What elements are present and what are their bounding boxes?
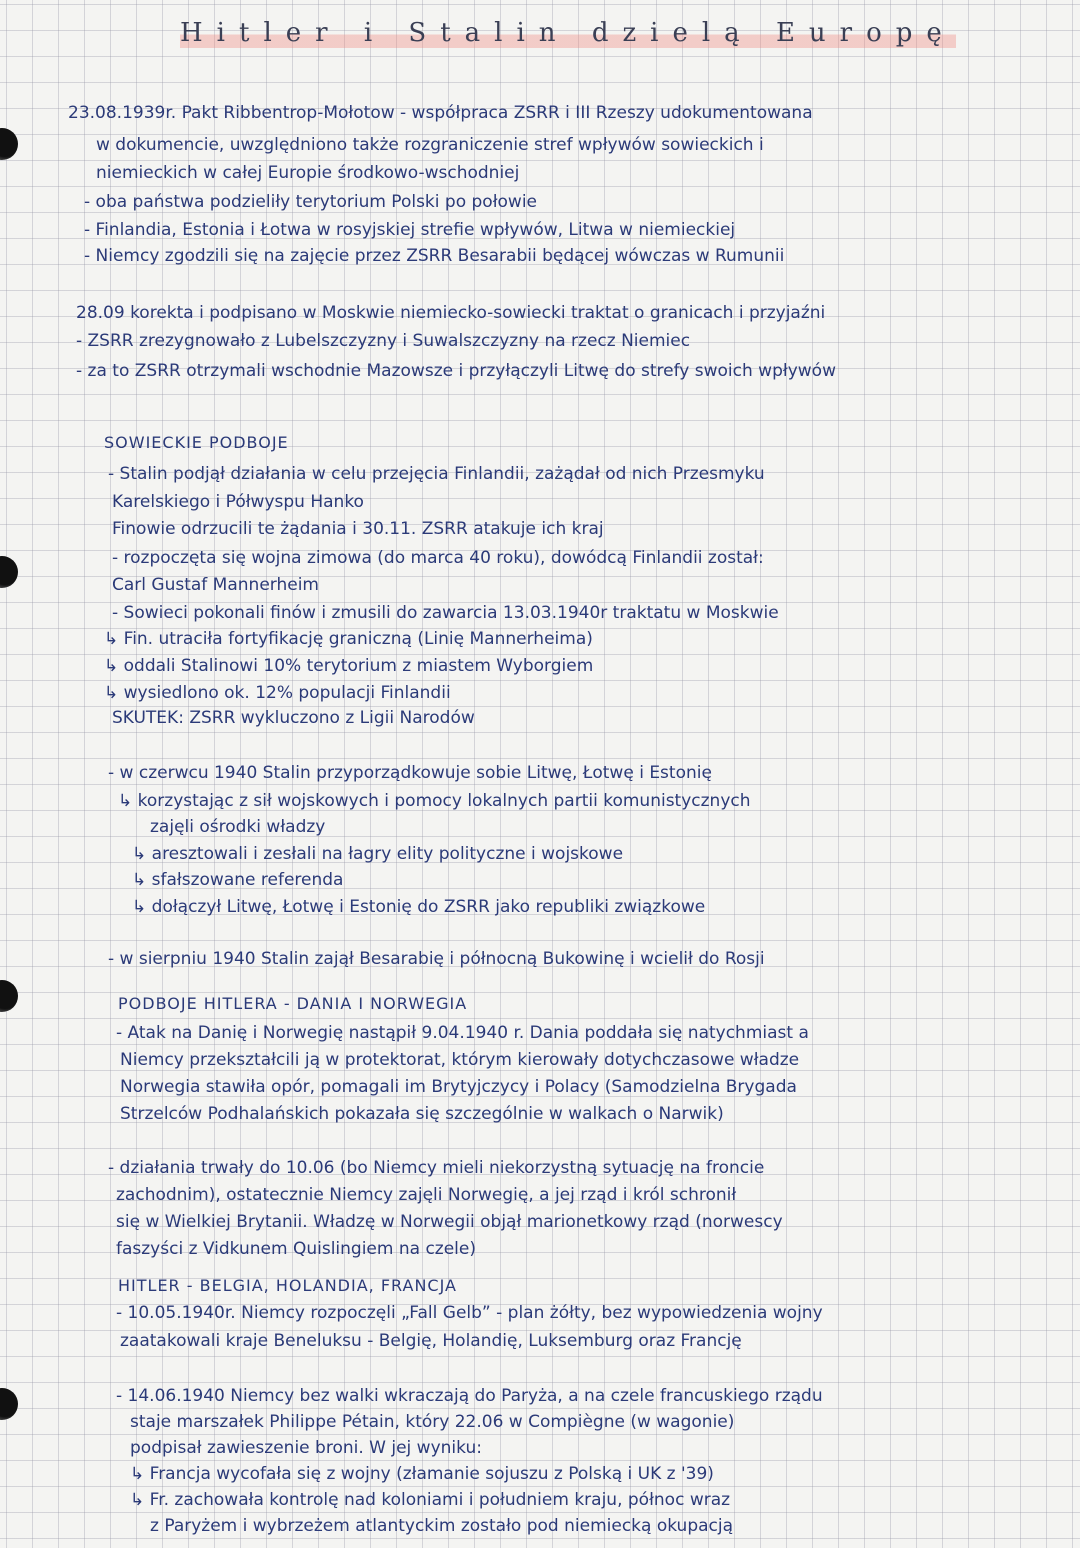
note-line: ↳ korzystając z sił wojskowych i pomocy lokalnych partii komunistycznych [118, 791, 751, 811]
note-line: SKUTEK: ZSRR wykluczono z Ligii Narodów [112, 708, 475, 728]
note-line: zaatakowali kraje Beneluksu - Belgię, Holandię, Luksemburg oraz Francję [120, 1331, 742, 1351]
note-line: - rozpoczęta się wojna zimowa (do marca 40 roku), dowódcą Finlandii został: [112, 548, 764, 568]
note-line: w dokumencie, uwzględniono także rozgraniczenie stref wpływów sowieckich i [96, 135, 764, 155]
note-line: się w Wielkiej Brytanii. Władzę w Norwegii objął marionetkowy rząd (norwescy [116, 1212, 783, 1232]
page-title [180, 18, 980, 58]
note-line: 28.09 korekta i podpisano w Moskwie niemiecko-sowiecki traktat o granicach i przyjaźni [76, 303, 826, 323]
note-line: - 10.05.1940r. Niemcy rozpoczęli „Fall Gelb” - plan żółty, bez wypowiedzenia wojny [116, 1303, 823, 1323]
binder-hole [0, 1388, 18, 1420]
note-line: 23.08.1939r. Pakt Ribbentrop-Mołotow - współpraca ZSRR i III Rzeszy udokumentowana [68, 103, 813, 123]
note-line: - oba państwa podzieliły terytorium Polski po połowie [84, 192, 538, 212]
note-line: staje marszałek Philippe Pétain, który 22.06 w Compiègne (w wagonie) [130, 1412, 735, 1432]
note-line: Norwegia stawiła opór, pomagali im Brytyjczycy i Polacy (Samodzielna Brygada [120, 1077, 797, 1097]
binder-hole [0, 980, 18, 1012]
note-line: Karelskiego i Półwyspu Hanko [112, 492, 364, 512]
note-line: ↳ aresztowali i zesłali na łagry elity polityczne i wojskowe [132, 844, 624, 864]
note-line: ↳ Fin. utraciła fortyfikację graniczną (Linię Mannerheima) [104, 629, 593, 649]
note-line: podpisał zawieszenie broni. W jej wyniku: [130, 1438, 482, 1458]
note-line: SOWIECKIE PODBOJE [104, 433, 289, 452]
note-line: niemieckich w całej Europie środkowo-wschodniej [96, 163, 520, 183]
note-line: ↳ wysiedlono ok. 12% populacji Finlandii [104, 683, 451, 703]
note-line: ↳ Francja wycofała się z wojny (złamanie sojuszu z Polską i UK z '39) [130, 1464, 714, 1484]
note-line: Niemcy przekształcili ją w protektorat, którym kierowały dotychczasowe władze [120, 1050, 800, 1070]
note-line: ↳ sfałszowane referenda [132, 870, 344, 890]
note-line: Carl Gustaf Mannerheim [112, 575, 319, 595]
page-title-text: Hitler i Stalin dzielą Europę [180, 18, 956, 48]
note-line: - Sowieci pokonali finów i zmusili do zawarcia 13.03.1940r traktatu w Moskwie [112, 603, 779, 623]
note-line: ↳ Fr. zachowała kontrolę nad koloniami i południem kraju, północ wraz [130, 1490, 731, 1510]
note-line: PODBOJE HITLERA - DANIA I NORWEGIA [118, 994, 468, 1013]
note-line: z Paryżem i wybrzeżem atlantyckim zostało pod niemiecką okupacją [150, 1516, 734, 1536]
note-line: ↳ oddali Stalinowi 10% terytorium z miastem Wyborgiem [104, 656, 594, 676]
note-line: ↳ dołączył Litwę, Łotwę i Estonię do ZSRR jako republiki związkowe [132, 897, 706, 917]
note-line: - Niemcy zgodzili się na zajęcie przez ZSRR Besarabii będącej wówczas w Rumunii [84, 246, 785, 266]
note-line: - Atak na Danię i Norwegię nastąpił 9.04.1940 r. Dania poddała się natychmiast a [116, 1023, 809, 1043]
note-line: faszyści z Vidkunem Quislingiem na czele) [116, 1239, 476, 1259]
note-line: Strzelców Podhalańskich pokazała się szczególnie w walkach o Narwik) [120, 1104, 724, 1124]
note-line: - Stalin podjął działania w celu przejęcia Finlandii, zażądał od nich Przesmyku [108, 464, 765, 484]
note-line: - w czerwcu 1940 Stalin przyporządkowuje sobie Litwę, Łotwę i Estonię [108, 763, 712, 783]
note-line: - w sierpniu 1940 Stalin zajął Besarabię i północną Bukowinę i wcielił do Rosji [108, 949, 765, 969]
binder-hole [0, 556, 18, 588]
note-line: - Finlandia, Estonia i Łotwa w rosyjskiej strefie wpływów, Litwa w niemieckiej [84, 220, 736, 240]
note-line: zachodnim), ostatecznie Niemcy zajęli Norwegię, a jej rząd i król schronił [116, 1185, 737, 1205]
note-line: HITLER - BELGIA, HOLANDIA, FRANCJA [118, 1276, 457, 1295]
note-line: - za to ZSRR otrzymali wschodnie Mazowsze i przyłączyli Litwę do strefy swoich wpływów [76, 361, 836, 381]
note-line: - działania trwały do 10.06 (bo Niemcy mieli niekorzystną sytuację na froncie [108, 1158, 765, 1178]
binder-hole [0, 128, 18, 160]
note-line: - ZSRR zrezygnowało z Lubelszczyzny i Suwalszczyzny na rzecz Niemiec [76, 331, 691, 351]
note-line: - 14.06.1940 Niemcy bez walki wkraczają do Paryża, a na czele francuskiego rządu [116, 1386, 823, 1406]
note-line: zajęli ośrodki władzy [150, 817, 326, 837]
note-line: Finowie odrzucili te żądania i 30.11. ZSRR atakuje ich kraj [112, 519, 604, 539]
